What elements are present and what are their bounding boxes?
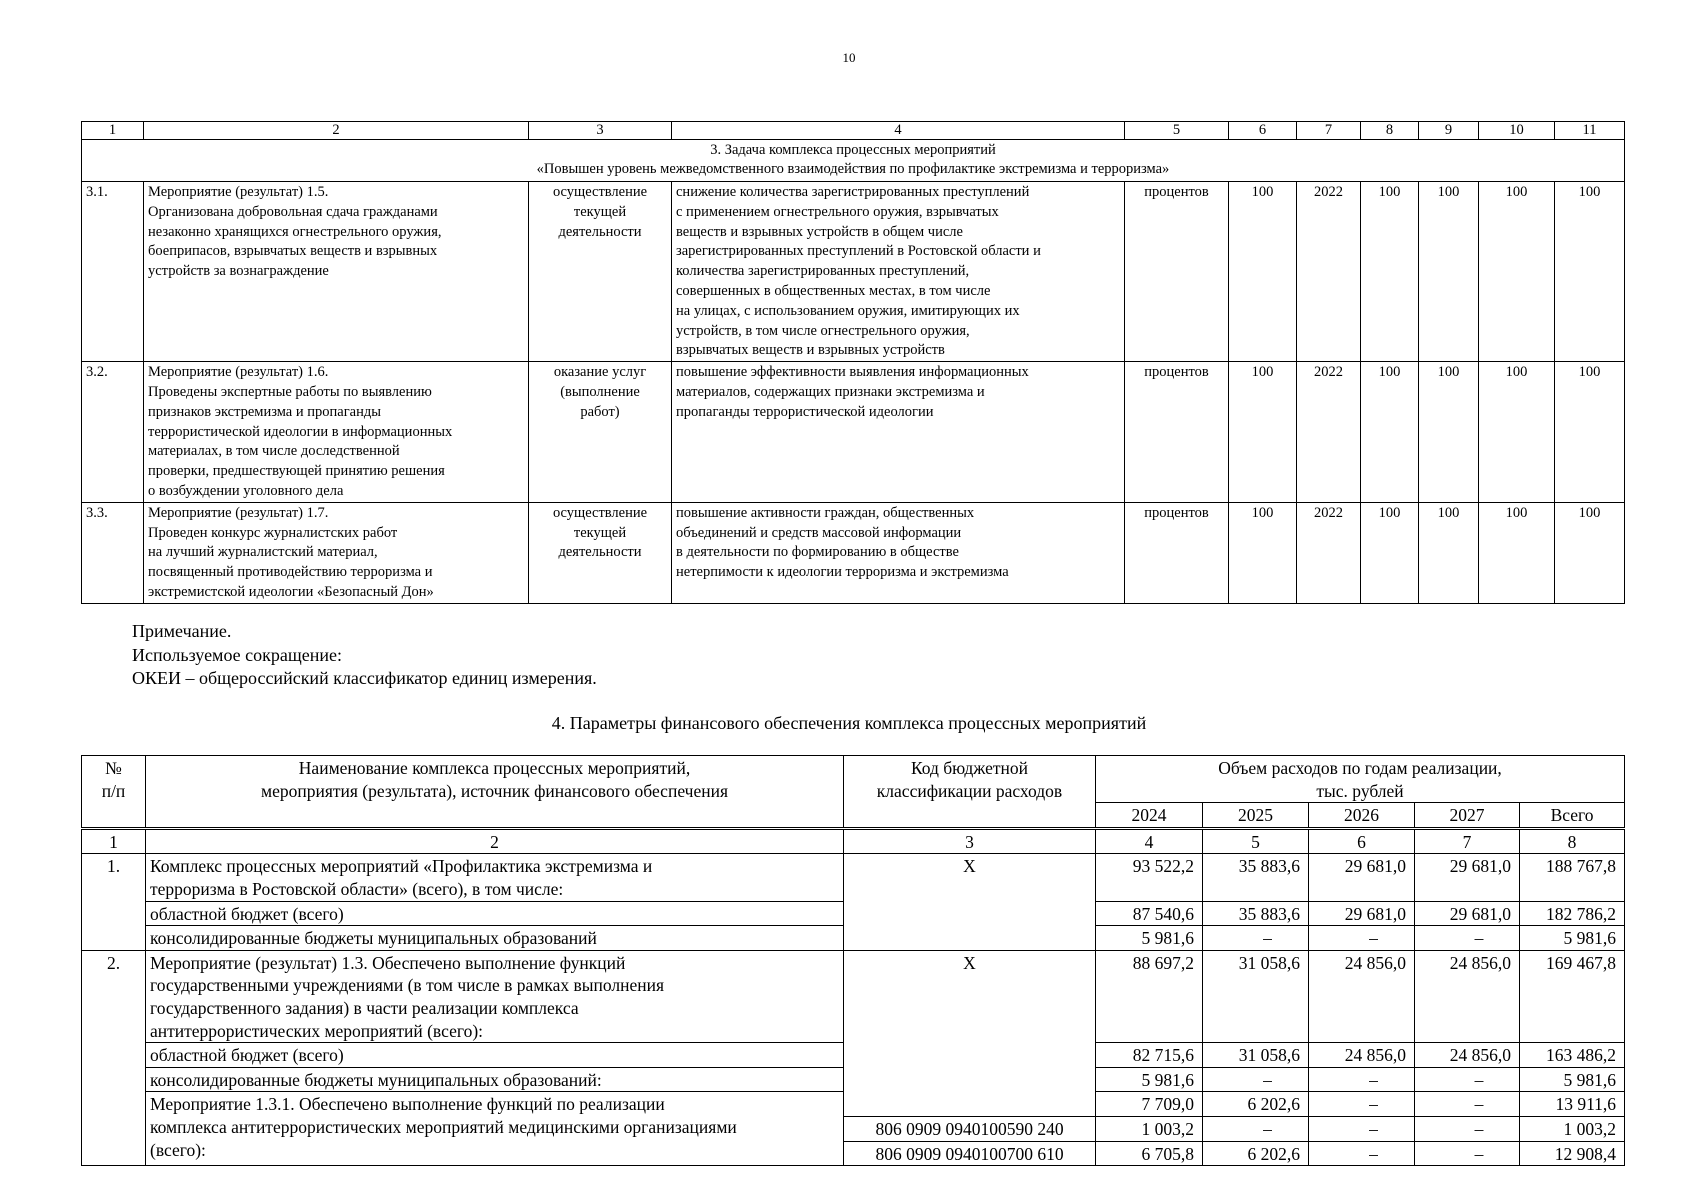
col-number: 4 — [1096, 828, 1203, 854]
year-cell: 2025 — [1203, 803, 1309, 829]
event-name-cell — [144, 182, 529, 362]
header-text: тыс. рублей — [1316, 780, 1404, 801]
value-cell: 35 883,6 — [1203, 901, 1309, 926]
text-line: Комплекс процессных мероприятий «Профилактика экстремизма и — [150, 856, 653, 877]
text-line: Проведен конкурс журналистских работ — [148, 524, 398, 541]
value-cell: 29 681,0 — [1415, 854, 1520, 901]
row-name-cell: консолидированные бюджеты муниципальных образований — [146, 926, 844, 951]
unit-cell: процентов — [1125, 502, 1229, 603]
year-cell: 2026 — [1309, 803, 1415, 829]
financing-numbers-row — [82, 828, 1625, 854]
col-number: 3 — [844, 828, 1096, 854]
row-number: 3.3. — [82, 502, 144, 603]
row-name-cell — [146, 854, 844, 901]
value-cell: 29 681,0 — [1309, 854, 1415, 901]
event-type-cell — [529, 502, 672, 603]
header-cell: 2 — [144, 122, 529, 140]
value-cell: 100 — [1419, 362, 1479, 503]
text-line: проверки, предшествующей принятию решения — [148, 463, 445, 480]
value-cell: 182 786,2 — [1520, 901, 1625, 926]
text-line: текущей — [573, 524, 627, 541]
value-cell: 100 — [1419, 182, 1479, 362]
table-row — [82, 854, 1625, 901]
event-type-cell — [529, 182, 672, 362]
text-line: в деятельности по формированию в обществе — [676, 544, 959, 561]
header-cell: 5 — [1125, 122, 1229, 140]
base-year-cell: 2022 — [1297, 502, 1361, 603]
value-cell: – — [1415, 926, 1520, 951]
header-cell: 4 — [672, 122, 1125, 140]
value-cell: 82 715,6 — [1096, 1043, 1203, 1068]
value-cell: 5 981,6 — [1096, 926, 1203, 951]
value-cell: 35 883,6 — [1203, 854, 1309, 901]
text-line: Организована добровольная сдача гражданами — [148, 203, 438, 220]
col-number: 6 — [1309, 828, 1415, 854]
header-text: п/п — [101, 780, 126, 801]
text-line: Мероприятие 1.3.1. Обеспечено выполнение функций по реализации — [150, 1094, 665, 1115]
text-line: терроризма в Ростовской области» (всего), в том числе: — [150, 878, 564, 899]
base-year-cell: 2022 — [1297, 362, 1361, 503]
header-text: мероприятия (результата), источник финансового обеспечения — [261, 780, 728, 801]
text-line: материалов, содержащих признаки экстремизма и — [676, 383, 985, 400]
page-number: 10 — [842, 50, 856, 65]
value-cell: 100 — [1479, 362, 1555, 503]
header-cell: 10 — [1479, 122, 1555, 140]
value-cell: 12 908,4 — [1520, 1141, 1625, 1166]
value-cell: 13 911,6 — [1520, 1092, 1625, 1117]
text-line: (выполнение — [560, 383, 640, 400]
value-cell: – — [1415, 1116, 1520, 1141]
text-line: устройств, в том числе огнестрельного оружия, — [676, 322, 970, 339]
code-cell: X — [844, 854, 1096, 950]
text-line: объединений и средств массовой информации — [676, 524, 962, 541]
row-name-cell — [146, 1092, 844, 1166]
text-line: террористической идеологии в информационных — [148, 423, 453, 440]
value-cell: – — [1309, 1141, 1415, 1166]
code-cell: 806 0909 0940100590 240 — [844, 1116, 1096, 1141]
value-cell: 100 — [1555, 362, 1625, 503]
value-cell: – — [1309, 1067, 1415, 1092]
value-cell: 24 856,0 — [1309, 1043, 1415, 1068]
text-line: на улицах, с использованием оружия, имитирующих их — [676, 302, 1020, 319]
text-line: государственного задания) в части реализации комплекса — [150, 997, 579, 1018]
text-line: количества зарегистрированных преступлений, — [676, 263, 970, 280]
value-cell: 31 058,6 — [1203, 950, 1309, 1042]
text-line: Проведены экспертные работы по выявлению — [148, 383, 432, 400]
value-cell: 24 856,0 — [1309, 950, 1415, 1042]
indicators-table — [81, 121, 1625, 604]
code-cell: 806 0909 0940100700 610 — [844, 1141, 1096, 1166]
text-line: нетерпимости к идеологии терроризма и экстремизма — [676, 564, 1009, 581]
table-row — [82, 182, 1625, 362]
value-cell: – — [1415, 1092, 1520, 1117]
text-line: устройств за вознаграждение — [148, 263, 329, 280]
text-line: текущей — [573, 203, 627, 220]
header-text: № — [105, 758, 122, 778]
base-value-cell: 100 — [1229, 502, 1297, 603]
header-cell: 11 — [1555, 122, 1625, 140]
text-line: осуществление — [552, 504, 648, 521]
header-cell: 1 — [82, 122, 144, 140]
note-title: Примечание. — [132, 621, 232, 641]
header-text: классификации расходов — [876, 780, 1063, 801]
value-cell: – — [1309, 1116, 1415, 1141]
text-line: незаконно хранящихся огнестрельного оружия, — [148, 223, 442, 240]
header-code-cell — [844, 756, 1096, 829]
text-line: деятельности — [558, 544, 642, 561]
task-title-row — [82, 140, 1625, 182]
note-abbreviation: ОКЕИ – общероссийский классификатор единиц измерения. — [132, 668, 597, 688]
text-line: взрывчатых веществ и взрывных устройств — [676, 342, 945, 359]
event-name-cell — [144, 502, 529, 603]
header-cell: 8 — [1361, 122, 1419, 140]
value-cell: 88 697,2 — [1096, 950, 1203, 1042]
text-line: материалах, в том числе доследственной — [148, 443, 400, 460]
indicators-header-row — [82, 122, 1625, 140]
value-cell: 24 856,0 — [1415, 950, 1520, 1042]
row-name-cell: областной бюджет (всего) — [146, 1043, 844, 1068]
value-cell: 29 681,0 — [1415, 901, 1520, 926]
row-number: 1. — [82, 854, 146, 950]
value-cell: – — [1415, 1141, 1520, 1166]
text-line: Мероприятие (результат) 1.7. — [148, 504, 329, 521]
col-number: 2 — [146, 828, 844, 854]
task-title-line: 3. Задача комплекса процессных мероприятий — [710, 142, 996, 158]
col-number: 1 — [82, 828, 146, 854]
text-line: антитеррористических мероприятий (всего): — [150, 1020, 484, 1041]
text-line: совершенных в общественных местах, в том числе — [676, 282, 991, 299]
value-cell: 87 540,6 — [1096, 901, 1203, 926]
note-block — [132, 620, 597, 691]
base-year-cell: 2022 — [1297, 182, 1361, 362]
text-line: о возбуждении уголовного дела — [148, 482, 344, 499]
value-cell: 169 467,8 — [1520, 950, 1625, 1042]
value-cell: – — [1203, 926, 1309, 951]
value-cell: 100 — [1361, 502, 1419, 603]
text-line: Мероприятие (результат) 1.5. — [148, 184, 329, 200]
text-line: осуществление — [552, 184, 648, 200]
value-cell: – — [1309, 1092, 1415, 1117]
task-title-cell — [82, 140, 1625, 182]
value-cell: – — [1415, 1067, 1520, 1092]
header-cell: 9 — [1419, 122, 1479, 140]
task-title-line: «Повышен уровень межведомственного взаимодействия по профилактике экстремизма и терроризма» — [536, 161, 1170, 177]
header-cell: 7 — [1297, 122, 1361, 140]
value-cell: 188 767,8 — [1520, 854, 1625, 901]
table-row — [82, 502, 1625, 603]
text-line: боеприпасов, взрывчатых веществ и взрывных — [148, 243, 438, 260]
row-name-cell: консолидированные бюджеты муниципальных образований: — [146, 1067, 844, 1092]
text-line: Мероприятие (результат) 1.3. Обеспечено выполнение функций — [150, 952, 626, 973]
table-row — [82, 950, 1625, 1042]
text-line: оказание услуг — [553, 364, 647, 381]
financing-header-row — [82, 756, 1625, 803]
row-name-cell: областной бюджет (всего) — [146, 901, 844, 926]
indicator-cell — [672, 182, 1125, 362]
value-cell: 6 705,8 — [1096, 1141, 1203, 1166]
text-line: (всего): — [150, 1139, 206, 1160]
text-line: работ) — [580, 403, 620, 420]
value-cell: – — [1203, 1116, 1309, 1141]
value-cell: 5 981,6 — [1520, 1067, 1625, 1092]
year-cell: Всего — [1520, 803, 1625, 829]
row-name-cell — [146, 950, 844, 1042]
value-cell: 1 003,2 — [1096, 1116, 1203, 1141]
value-cell: 5 981,6 — [1096, 1067, 1203, 1092]
col-number: 8 — [1520, 828, 1625, 854]
base-value-cell: 100 — [1229, 182, 1297, 362]
value-cell: 100 — [1419, 502, 1479, 603]
event-type-cell — [529, 362, 672, 503]
indicator-cell — [672, 502, 1125, 603]
table-row — [82, 362, 1625, 503]
value-cell: 100 — [1479, 502, 1555, 603]
text-line: снижение количества зарегистрированных преступлений — [676, 184, 1030, 200]
value-cell: 100 — [1361, 362, 1419, 503]
header-volume-cell — [1096, 756, 1625, 803]
row-number: 3.1. — [82, 182, 144, 362]
text-line: на лучший журналистский материал, — [148, 544, 378, 561]
text-line: повышение эффективности выявления информационных — [676, 364, 1029, 381]
value-cell: 31 058,6 — [1203, 1043, 1309, 1068]
header-cell: 3 — [529, 122, 672, 140]
header-name-cell — [146, 756, 844, 829]
header-text: Объем расходов по годам реализации, — [1218, 758, 1502, 778]
header-num-cell — [82, 756, 146, 829]
value-cell: 29 681,0 — [1309, 901, 1415, 926]
event-name-cell — [144, 362, 529, 503]
text-line: деятельности — [558, 223, 642, 240]
text-line: веществ и взрывных устройств в общем числе — [676, 223, 963, 240]
unit-cell: процентов — [1125, 362, 1229, 503]
value-cell: 100 — [1555, 182, 1625, 362]
text-line: комплекса антитеррористических мероприятий медицинскими организациями — [150, 1116, 737, 1137]
value-cell: – — [1309, 926, 1415, 951]
value-cell: 1 003,2 — [1520, 1116, 1625, 1141]
value-cell: 100 — [1555, 502, 1625, 603]
value-cell: 6 202,6 — [1203, 1092, 1309, 1117]
header-text: Наименование комплекса процессных мероприятий, — [298, 758, 691, 778]
text-line: государственными учреждениями (в том числе в рамках выполнения — [150, 975, 665, 996]
value-cell: 100 — [1479, 182, 1555, 362]
year-cell: 2024 — [1096, 803, 1203, 829]
row-number: 2. — [82, 950, 146, 1165]
note-subtitle: Используемое сокращение: — [132, 644, 342, 665]
indicator-cell — [672, 362, 1125, 503]
value-cell: 5 981,6 — [1520, 926, 1625, 951]
header-text: Код бюджетной — [910, 758, 1029, 778]
col-number: 5 — [1203, 828, 1309, 854]
base-value-cell: 100 — [1229, 362, 1297, 503]
value-cell: 7 709,0 — [1096, 1092, 1203, 1117]
text-line: повышение активности граждан, общественных — [676, 504, 975, 521]
value-cell: 163 486,2 — [1520, 1043, 1625, 1068]
financing-table — [81, 755, 1625, 1166]
text-line: с применением огнестрельного оружия, взрывчатых — [676, 203, 999, 220]
text-line: признаков экстремизма и пропаганды — [148, 403, 381, 420]
text-line: зарегистрированных преступлений в Ростовской области и — [676, 243, 1041, 260]
unit-cell: процентов — [1125, 182, 1229, 362]
text-line: Мероприятие (результат) 1.6. — [148, 364, 329, 381]
text-line: экстремистской идеологии «Безопасный Дон» — [148, 583, 434, 600]
value-cell: 24 856,0 — [1415, 1043, 1520, 1068]
col-number: 7 — [1415, 828, 1520, 854]
section-4-title: 4. Параметры финансового обеспечения комплекса процессных мероприятий — [551, 713, 1147, 733]
year-cell: 2027 — [1415, 803, 1520, 829]
header-cell: 6 — [1229, 122, 1297, 140]
value-cell: – — [1203, 1067, 1309, 1092]
text-line: пропаганды террористической идеологии — [676, 403, 934, 420]
code-cell: X — [844, 950, 1096, 1116]
row-number: 3.2. — [82, 362, 144, 503]
text-line: посвященный противодействию терроризма и — [148, 564, 433, 581]
value-cell: 93 522,2 — [1096, 854, 1203, 901]
value-cell: 100 — [1361, 182, 1419, 362]
value-cell: 6 202,6 — [1203, 1141, 1309, 1166]
